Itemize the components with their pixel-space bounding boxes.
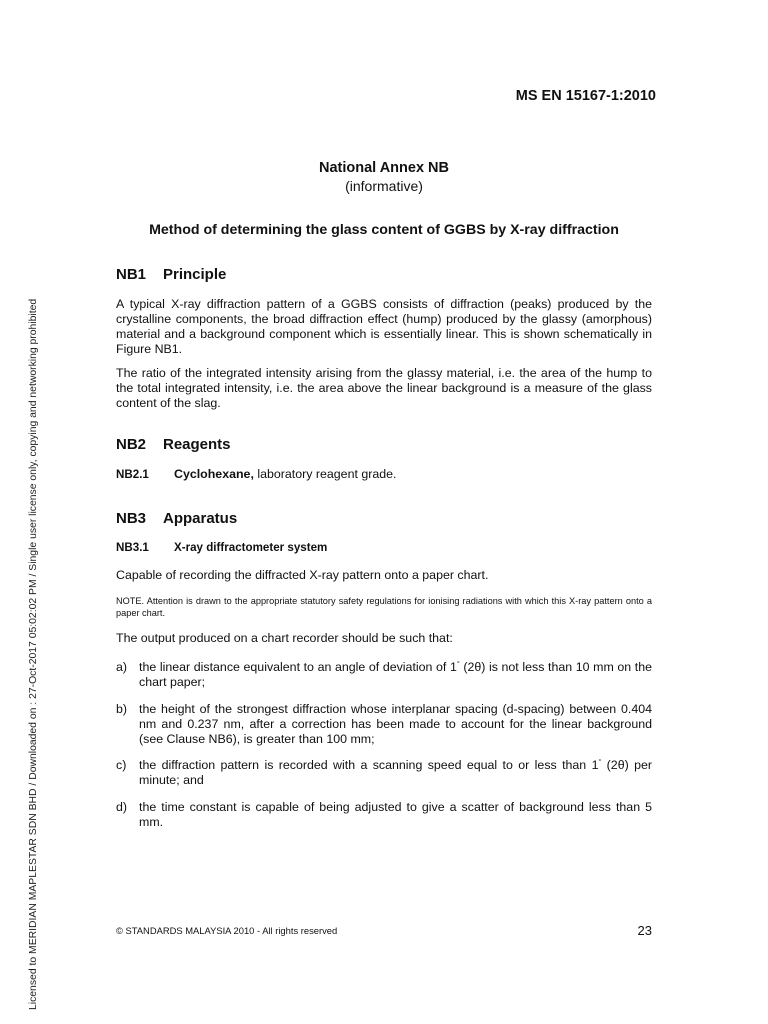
paragraph-principle-1: A typical X-ray diffraction pattern of a GGBS consists of diffraction (peaks) produced by the crystalline components, the broad diffraction effect (hump) produced by the glassy (amorphous) material and a background component which is essentially linear. This is shown schematically in Figure NB1. — [116, 297, 652, 356]
section-title: Apparatus — [163, 510, 238, 527]
list-label: d) — [116, 800, 128, 814]
section-title: Reagents — [163, 436, 231, 453]
clause-nb3-1 — [116, 540, 327, 554]
list-text: the height of the strongest diffraction whose interplanar spacing (d-spacing) between 0.404 nm and 0.237 nm, after a correction has been made to account for the linear background (see Clause NB6), is greater than 100 mm; — [139, 702, 652, 746]
list-label: b) — [116, 702, 128, 716]
document-number: MS EN 15167-1:2010 — [515, 88, 656, 104]
list-text: the diffraction pattern is recorded with a scanning speed equal to or less than 1° (2θ) per minute; and — [139, 758, 653, 787]
list-label: a) — [116, 660, 128, 674]
list-item-b — [116, 702, 652, 747]
paragraph-apparatus-1: Capable of recording the diffracted X-ray pattern onto a paper chart. — [116, 568, 489, 582]
clause-text: laboratory reagent grade. — [253, 467, 397, 481]
list-text: the time constant is capable of being adjusted to give a scatter of background less than 5 mm. — [139, 800, 652, 829]
copyright-footer: © STANDARDS MALAYSIA 2010 - All rights reserved — [116, 925, 338, 936]
paragraph-principle-2: The ratio of the integrated intensity arising from the glassy material, i.e. the area of the hump to the total integrated intensity, i.e. the area above the linear background is a measure of the glass content of the slag. — [116, 366, 652, 410]
clause-nb2-1 — [116, 467, 396, 481]
note-safety: NOTE. Attention is drawn to the appropriate statutory safety regulations for ionising radiations with which this X-ray pattern onto a paper chart. — [116, 596, 652, 618]
list-text: the linear distance equivalent to an angle of deviation of 1° (2θ) is not less than 10 mm on the chart paper; — [139, 660, 653, 689]
list-item-c — [116, 758, 652, 788]
section-number: NB1 — [116, 266, 147, 283]
page-number: 23 — [637, 923, 652, 938]
clause-number: NB3.1 — [116, 541, 149, 554]
license-watermark: Licensed to MERIDIAN MAPLESTAR SDN BHD / Downloaded on : 27-Oct-2017 05:02:02 PM / Single user license only, copying and networking prohibited — [28, 298, 39, 1010]
section-heading-nb2 — [116, 436, 231, 453]
section-heading-nb3 — [116, 510, 237, 527]
annex-title: National Annex NB — [319, 160, 449, 176]
paragraph-apparatus-2: The output produced on a chart recorder should be such that: — [116, 631, 453, 645]
section-number: NB3 — [116, 510, 147, 527]
method-title: Method of determining the glass content of GGBS by X-ray diffraction — [149, 222, 619, 238]
clause-term: X-ray diffractometer system — [174, 541, 328, 554]
list-item-d — [116, 800, 652, 830]
clause-number: NB2.1 — [116, 468, 149, 481]
section-title: Principle — [163, 266, 227, 283]
list-label: c) — [116, 758, 127, 772]
section-number: NB2 — [116, 436, 147, 453]
list-item-a — [116, 660, 652, 690]
clause-term: Cyclohexane, — [174, 467, 254, 481]
section-heading-nb1 — [116, 266, 226, 283]
annex-subtitle: (informative) — [345, 178, 423, 194]
